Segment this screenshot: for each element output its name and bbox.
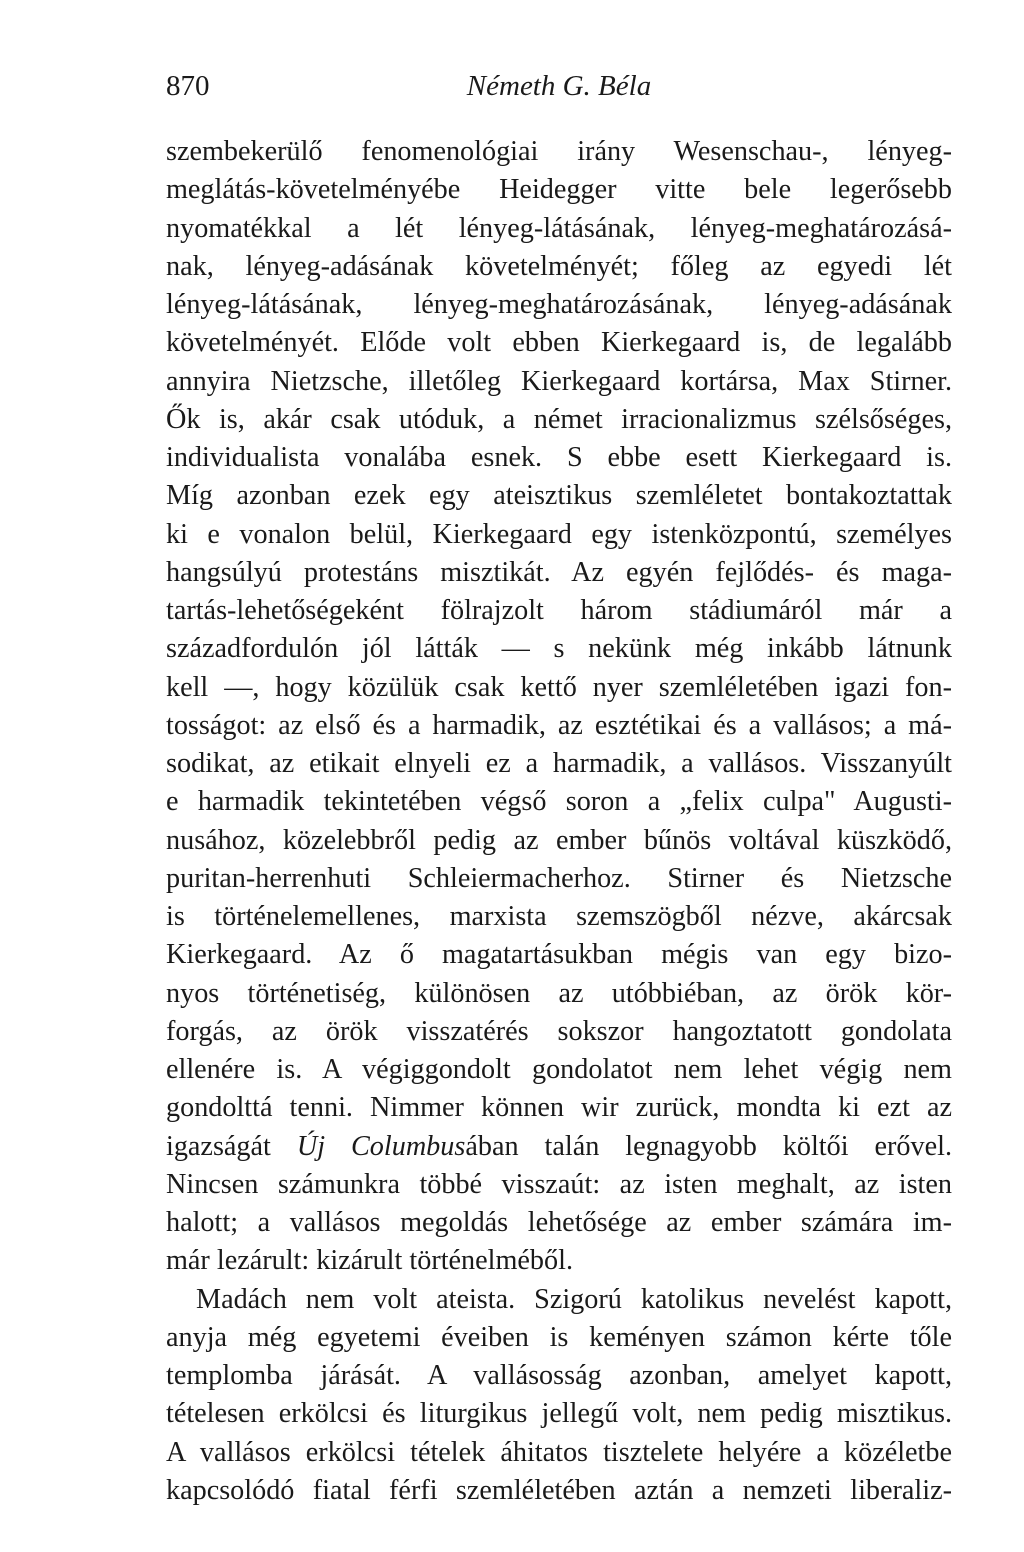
text-line: kell —, hogy közülük csak kettő nyer szemléletében igazi fon- [166, 671, 952, 703]
text-line: meglátás-követelményébe Heidegger vitte bele legerősebb [166, 174, 952, 206]
text-line: halott; a vallásos megoldás lehetősége az ember számára im- [166, 1207, 952, 1238]
text-line: nyos történetiség, különösen az utóbbiéban, az örök kör- [166, 977, 952, 1009]
body-text [166, 133, 952, 1510]
text-line: individualista vonalába esnek. S ebbe esett Kierkegaard is. [166, 442, 952, 473]
text-line: kapcsolódó fiatal férfi szemléletében aztán a nemzeti liberaliz- [166, 1474, 952, 1506]
text-line: tosságot: az első és a harmadik, az esztétikai és a vallásos; a má- [166, 709, 952, 741]
text-segment: igazságát [166, 1130, 297, 1162]
text-line: századfordulón jól látták — s nekünk még inkább látnunk [166, 633, 952, 665]
paragraph-start-line: Madách nem volt ateista. Szigorú katolikus nevelést kapott, [196, 1283, 952, 1315]
text-line: követelményét. Előde volt ebben Kierkegaard is, de legalább [166, 327, 952, 359]
running-head [166, 60, 952, 110]
running-title: Németh G. Béla [466, 70, 652, 102]
text-line: forgás, az örök visszatérés sokszor hangoztatott gondolata [166, 1015, 952, 1047]
text-line-with-title [166, 1128, 952, 1166]
text-line: már lezárult: kizárult történelméből. [166, 1245, 573, 1277]
text-line: hangsúlyú protestáns misztikát. Az egyén fejlődés- és maga- [166, 556, 952, 588]
text-line: annyira Nietzsche, illetőleg Kierkegaard kortársa, Max Stirner. [166, 365, 952, 397]
text-line: nyomatékkal a lét lényeg-látásának, lényeg-meghatározásá- [166, 212, 952, 244]
page-number: 870 [166, 70, 210, 102]
text-line: szembekerülő fenomenológiai irány Wesenschau-, lényeg- [166, 136, 952, 167]
text-line: nak, lényeg-adásának követelményét; főleg az egyedi lét [166, 250, 952, 282]
text-line: anyja még egyetemi éveiben is keményen számon kérte tőle [166, 1321, 952, 1353]
text-line: ki e vonalon belül, Kierkegaard egy istenközpontú, személyes [166, 518, 952, 550]
text-line: Kierkegaard. Az ő magatartásukban mégis van egy bizo- [166, 939, 952, 971]
text-line: templomba járását. A vallásosság azonban, amelyet kapott, [166, 1360, 952, 1391]
text-line: gondolttá tenni. Nimmer können wir zurück, mondta ki ezt az [166, 1092, 952, 1124]
text-line: A vallásos erkölcsi tételek áhitatos tisztelete helyére a közéletbe [166, 1436, 952, 1468]
book-page [166, 60, 952, 1510]
text-line: lényeg-látásának, lényeg-meghatározásának, lényeg-adásának [166, 289, 952, 320]
text-line: tételesen erkölcsi és liturgikus jellegű volt, nem pedig misztikus. [166, 1398, 952, 1430]
text-line: sodikat, az etikait elnyeli ez a harmadik, a vallásos. Visszanyúlt [166, 748, 952, 779]
text-line: Míg azonban ezek egy ateisztikus szemléletet bontakoztattak [166, 480, 952, 512]
text-segment: ában talán legnagyobb költői erővel. [465, 1130, 952, 1162]
text-line: puritan-herrenhuti Schleiermacherhoz. Stirner és Nietzsche [166, 862, 952, 894]
text-line: e harmadik tekintetében végső soron a „felix culpa" Augusti- [166, 786, 952, 818]
text-line: ellenére is. A végiggondolt gondolatot nem lehet végig nem [166, 1054, 952, 1085]
text-line: is történelemellenes, marxista szemszögből nézve, akárcsak [166, 901, 952, 932]
text-line: Ők is, akár csak utóduk, a német irracionalizmus szélsőséges, [166, 403, 952, 435]
text-line: nusához, közelebbről pedig az ember bűnös voltával küszködő, [166, 824, 952, 856]
work-title: Új Columbus [296, 1130, 466, 1162]
text-line: Nincsen számunkra többé visszaút: az isten meghalt, az isten [166, 1168, 952, 1200]
text-line: tartás-lehetőségeként fölrajzolt három stádiumáról már a [166, 595, 952, 626]
